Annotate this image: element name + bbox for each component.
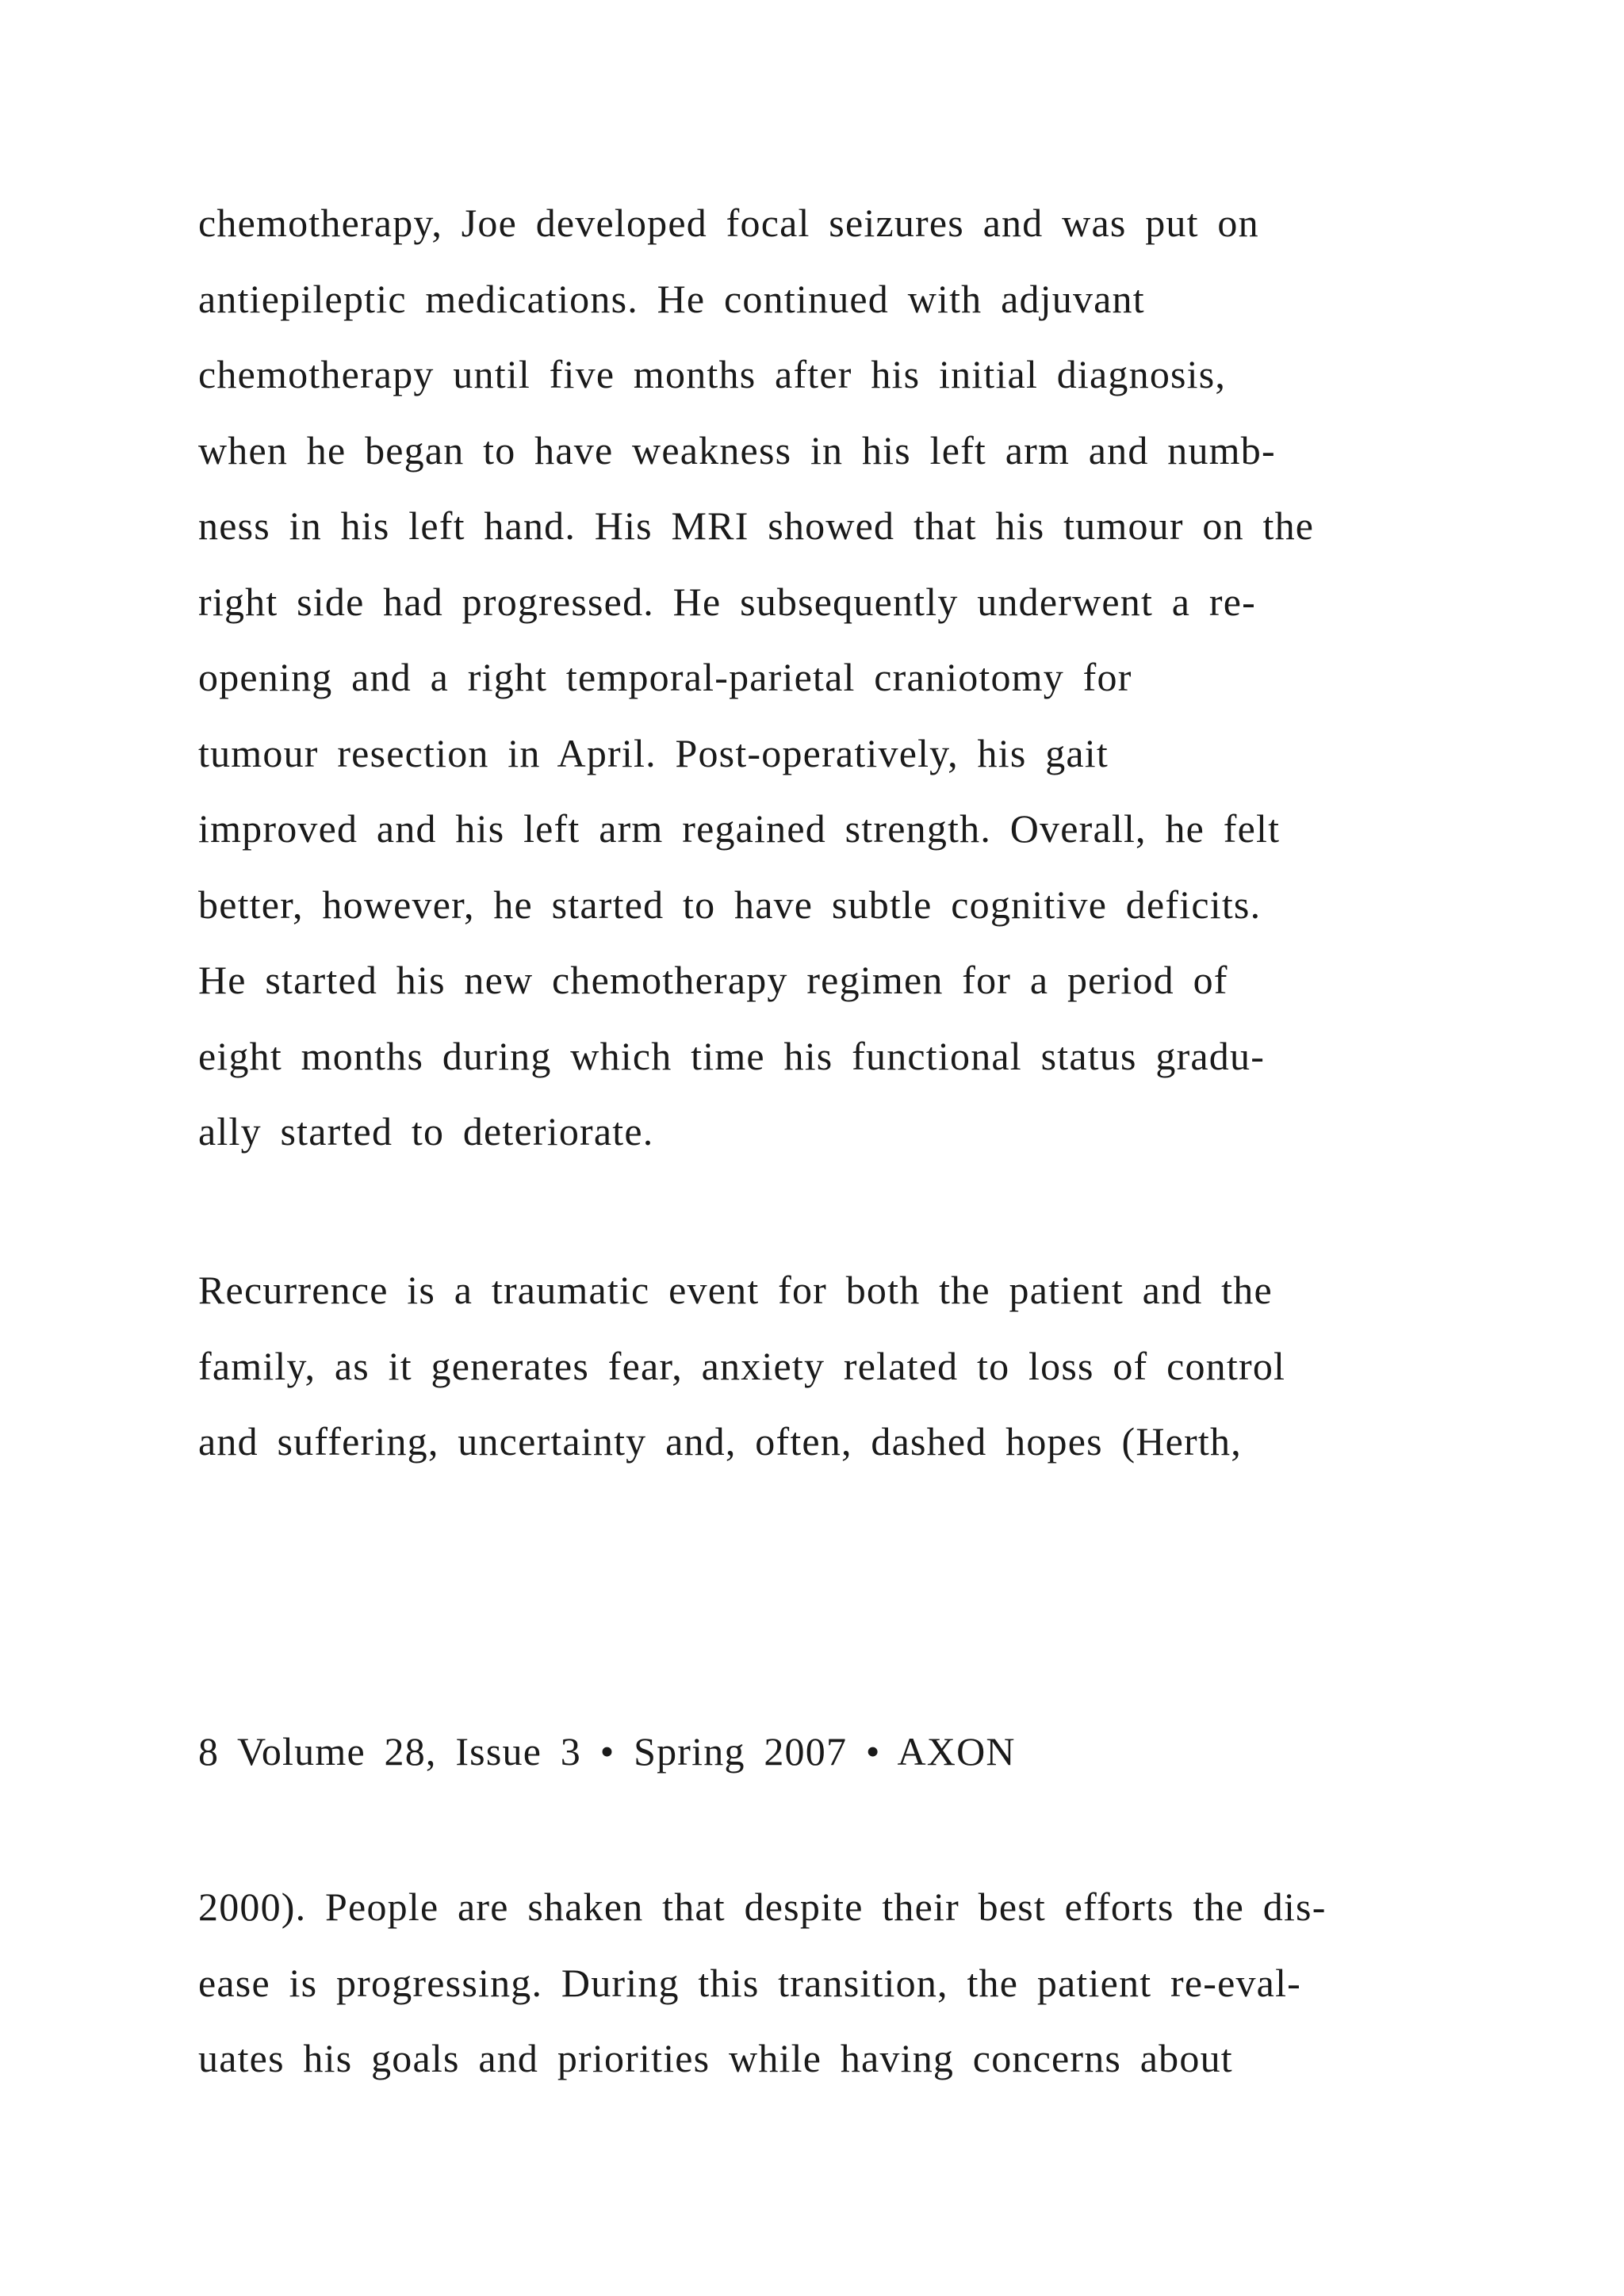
text-line: ease is progressing. During this transition, the patient re-eval-: [198, 1960, 1302, 2005]
paragraph-disease-progression: [198, 186, 1435, 1170]
text-line: antiepileptic medications. He continued with adjuvant: [198, 276, 1145, 321]
paragraph-recurrence: [198, 1253, 1435, 1480]
text-line: right side had progressed. He subsequently underwent a re-: [198, 579, 1256, 624]
text-line: chemotherapy, Joe developed focal seizures and was put on: [198, 201, 1259, 245]
text-line: ness in his left hand. His MRI showed that his tumour on the: [198, 503, 1315, 548]
paragraph-continuation: [198, 1869, 1435, 2097]
text-line: chemotherapy until five months after his initial diagnosis,: [198, 352, 1227, 396]
text-line: uates his goals and priorities while having concerns about: [198, 2036, 1233, 2080]
text-line: He started his new chemotherapy regimen for a period of: [198, 958, 1228, 1002]
page-footer: [198, 1714, 1435, 1790]
text-line: when he began to have weakness in his left arm and numb-: [198, 427, 1276, 473]
text-line: Recurrence is a traumatic event for both the patient and the: [198, 1268, 1273, 1312]
text-line: eight months during which time his functional status gradu-: [198, 1033, 1266, 1078]
text-line: family, as it generates fear, anxiety related to loss of control: [198, 1343, 1286, 1388]
footer-text: 8 Volume 28, Issue 3 • Spring 2007 • AXON: [198, 1729, 1016, 1774]
text-line: tumour resection in April. Post-operatively, his gait: [198, 730, 1109, 775]
text-line: and suffering, uncertainty and, often, dashed hopes (Herth,: [198, 1419, 1242, 1464]
text-line: improved and his left arm regained strength. Overall, he felt: [198, 806, 1281, 851]
text-line: 2000). People are shaken that despite their best efforts the dis-: [198, 1885, 1327, 1929]
text-line: better, however, he started to have subtle cognitive deficits.: [198, 882, 1262, 927]
text-line: opening and a right temporal-parietal craniotomy for: [198, 655, 1132, 699]
text-line: ally started to deteriorate.: [198, 1109, 654, 1154]
